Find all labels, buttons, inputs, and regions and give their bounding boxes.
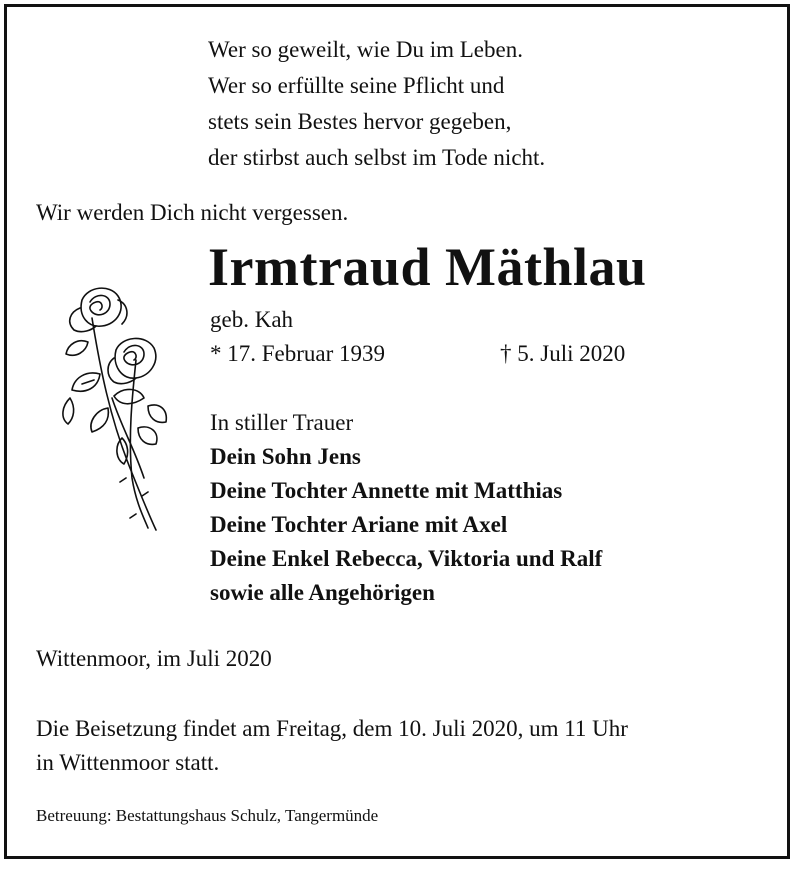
funeral-info [36, 712, 628, 780]
place-date: Wittenmoor, im Juli 2020 [36, 646, 272, 671]
death-date: † 5. Juli 2020 [500, 341, 626, 366]
mourner-line: Deine Tochter Ariane mit Axel [210, 512, 508, 537]
deceased-name: Irmtraud Mäthlau [208, 237, 647, 297]
mourner-line: sowie alle Angehörigen [210, 580, 435, 605]
undertaker-note: Betreuung: Bestattungshaus Schulz, Tangermünde [36, 806, 379, 825]
verse-line: stets sein Bestes hervor gegeben, [208, 109, 512, 134]
mourner-line: Dein Sohn Jens [210, 444, 361, 469]
mourner-line: Deine Tochter Annette mit Matthias [210, 478, 563, 503]
birth-date: * 17. Februar 1939 [210, 341, 386, 366]
roses-drawing [52, 278, 172, 538]
verse-line: Wer so geweilt, wie Du im Leben. [208, 37, 523, 62]
funeral-line: in Wittenmoor statt. [36, 750, 220, 775]
verse-line: Wer so erfüllte seine Pflicht und [208, 73, 505, 98]
funeral-line: Die Beisetzung findet am Freitag, dem 10. Juli 2020, um 11 Uhr [36, 716, 628, 741]
remembrance-line: Wir werden Dich nicht vergessen. [36, 200, 349, 225]
birth-name: geb. Kah [210, 307, 294, 332]
mourners [210, 406, 602, 610]
verse-line: der stirbst auch selbst im Tode nicht. [208, 145, 546, 170]
mourners-intro: In stiller Trauer [210, 410, 354, 435]
verse [208, 32, 545, 176]
mourner-line: Deine Enkel Rebecca, Viktoria und Ralf [210, 546, 603, 571]
